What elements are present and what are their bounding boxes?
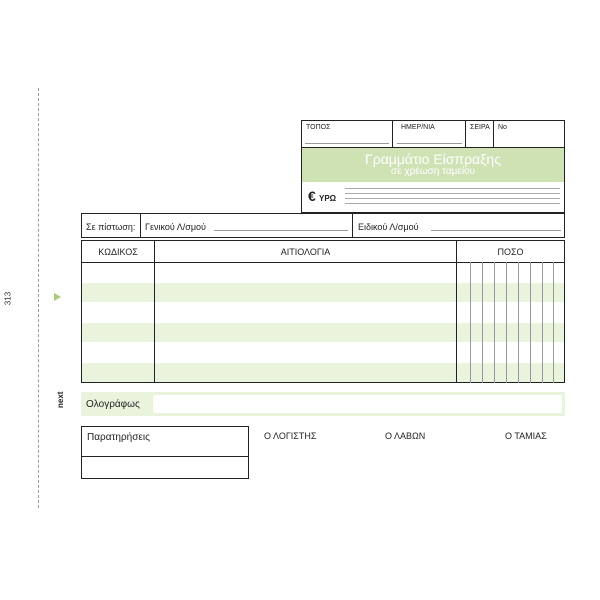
- amount-words-line[interactable]: [345, 188, 560, 189]
- header-divider: [392, 120, 393, 147]
- special-account-field[interactable]: [431, 230, 561, 231]
- amount-words-line[interactable]: [345, 193, 560, 194]
- column-divider: [456, 240, 457, 383]
- number-label: No: [498, 124, 507, 131]
- digit-divider: [506, 262, 507, 383]
- currency-label: ΥΡΩ: [319, 194, 337, 203]
- page-number: 313: [3, 291, 13, 306]
- header-divider: [493, 120, 494, 147]
- special-account-label: Ειδικού Λ/σμού: [358, 222, 419, 232]
- general-account-label: Γενικού Λ/σμού: [145, 222, 206, 232]
- brand-logo: next: [56, 391, 65, 408]
- place-field[interactable]: [305, 143, 389, 144]
- general-account-field[interactable]: [214, 230, 348, 231]
- place-label: ΤΟΠΟΣ: [306, 124, 331, 131]
- digit-divider: [470, 262, 471, 383]
- document-title: Γραμμάτιο Είσπραξης: [365, 151, 501, 167]
- euro-icon: €: [308, 188, 316, 204]
- date-label: ΗΜΕΡ/ΝΙΑ: [401, 124, 435, 131]
- digit-divider: [482, 262, 483, 383]
- document-subtitle: σε χρέωση ταμείου: [390, 166, 476, 177]
- in-words-field[interactable]: [153, 395, 562, 413]
- date-field[interactable]: [397, 143, 462, 144]
- series-label: ΣΕΙΡΑ: [470, 124, 490, 131]
- column-header-code: ΚΩΔΙΚΟΣ: [98, 247, 138, 257]
- credit-divider: [352, 213, 353, 238]
- arrow-marker-icon: [54, 293, 61, 301]
- remarks-field[interactable]: [82, 457, 248, 478]
- in-words-label: Ολογράφως: [86, 399, 140, 410]
- digit-divider: [494, 262, 495, 383]
- digit-divider: [553, 262, 554, 383]
- digit-divider: [518, 262, 519, 383]
- column-header-reason: ΑΙΤΙΟΛΟΓΙΑ: [280, 247, 331, 257]
- column-header-amount: ΠΟΣΟ: [497, 247, 524, 257]
- amount-words-line[interactable]: [345, 198, 560, 199]
- amount-words-line[interactable]: [345, 203, 560, 204]
- column-divider: [154, 240, 155, 383]
- remarks-label: Παρατηρήσεις: [87, 432, 150, 443]
- digit-divider: [530, 262, 531, 383]
- header-divider: [465, 120, 466, 147]
- cashier-signature-label: Ο ΤΑΜΙΑΣ: [505, 431, 547, 441]
- accountant-signature-label: Ο ΛΟΓΙΣΤΗΣ: [264, 431, 317, 441]
- credit-divider: [140, 213, 141, 238]
- credit-label: Σε πίστωση:: [86, 222, 136, 232]
- receiver-signature-label: Ο ΛΑΒΩΝ: [385, 431, 426, 441]
- perforation-line: [38, 88, 39, 508]
- digit-divider: [542, 262, 543, 383]
